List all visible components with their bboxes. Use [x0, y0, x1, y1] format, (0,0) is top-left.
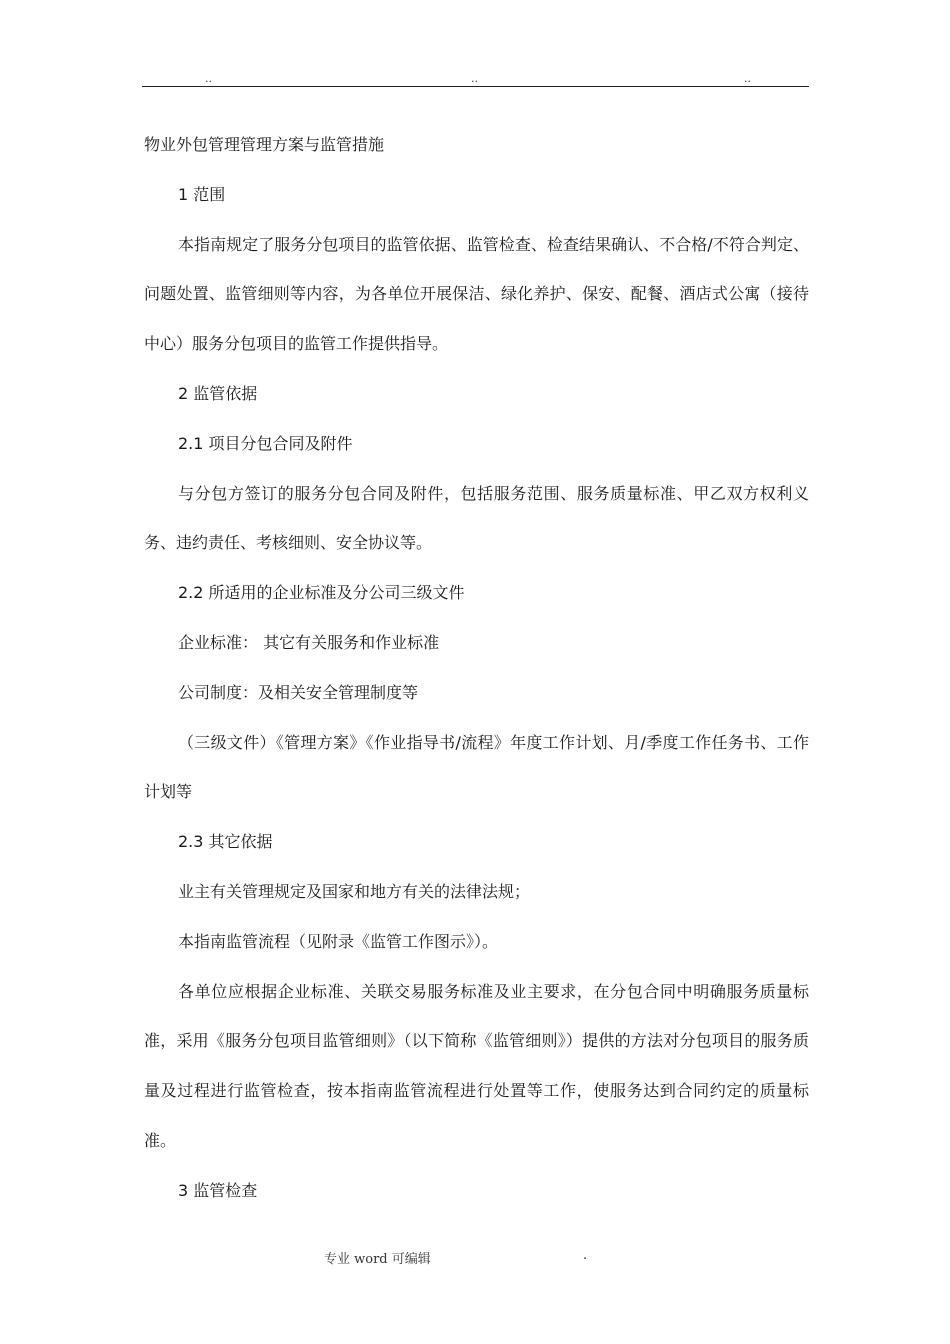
paragraph: （三级文件）《管理方案》《作业指导书/流程》年度工作计划、月/季度工作任务书、工作计划等 [144, 732, 809, 802]
section-heading: 2 监管依据 [178, 383, 258, 403]
paragraph: 与分包方签订的服务分包合同及附件，包括服务范围、服务质量标准、甲乙双方权利义务、违约责任、考核细则、安全协议等。 [144, 483, 809, 553]
paragraph: 各单位应根据企业标准、关联交易服务标准及业主要求，在分包合同中明确服务质量标准，采用《服务分包项目监管细则》（以下简称《监管细则》）提供的方法对分包项目的服务质量及过程进行监管检查，按本指南监管流程进行处置等工作，使服务达到合同约定的质量标准。 [144, 981, 809, 1150]
header-rule [142, 86, 809, 87]
paragraph: 企业标准： 其它有关服务和作业标准 [178, 632, 440, 652]
paragraph: 业主有关管理规定及国家和地方有关的法律法规； [178, 881, 531, 901]
subsection-heading: 2.2 所适用的企业标准及分公司三级文件 [178, 583, 465, 603]
subsection-heading: 2.1 项目分包合同及附件 [178, 433, 353, 453]
paragraph: 本指南监管流程（见附录《监管工作图示》）。 [178, 931, 499, 951]
header-mark-left: .. [205, 72, 212, 85]
document-title: 物业外包管理管理方案与监管措施 [144, 135, 385, 154]
header-mark-center: .. [471, 72, 478, 85]
section-heading: 1 范围 [178, 184, 226, 204]
footer-label: 专业 word 可编辑 [324, 1252, 431, 1267]
paragraph: 本指南规定了服务分包项目的监管依据、监管检查、检查结果确认、不合格/不符合判定、问题处置、监管细则等内容，为各单位开展保洁、绿化养护、保安、配餐、酒店式公寓（接待中心）服务分包项目的监管工作提供指导。 [144, 234, 809, 354]
document-body [144, 120, 809, 1216]
header-mark-right: .. [744, 72, 751, 85]
footer-dot: . [583, 1248, 588, 1263]
paragraph: 公司制度：及相关安全管理制度等 [178, 682, 419, 702]
section-heading: 3 监管检查 [178, 1180, 258, 1200]
subsection-heading: 2.3 其它依据 [178, 832, 273, 852]
